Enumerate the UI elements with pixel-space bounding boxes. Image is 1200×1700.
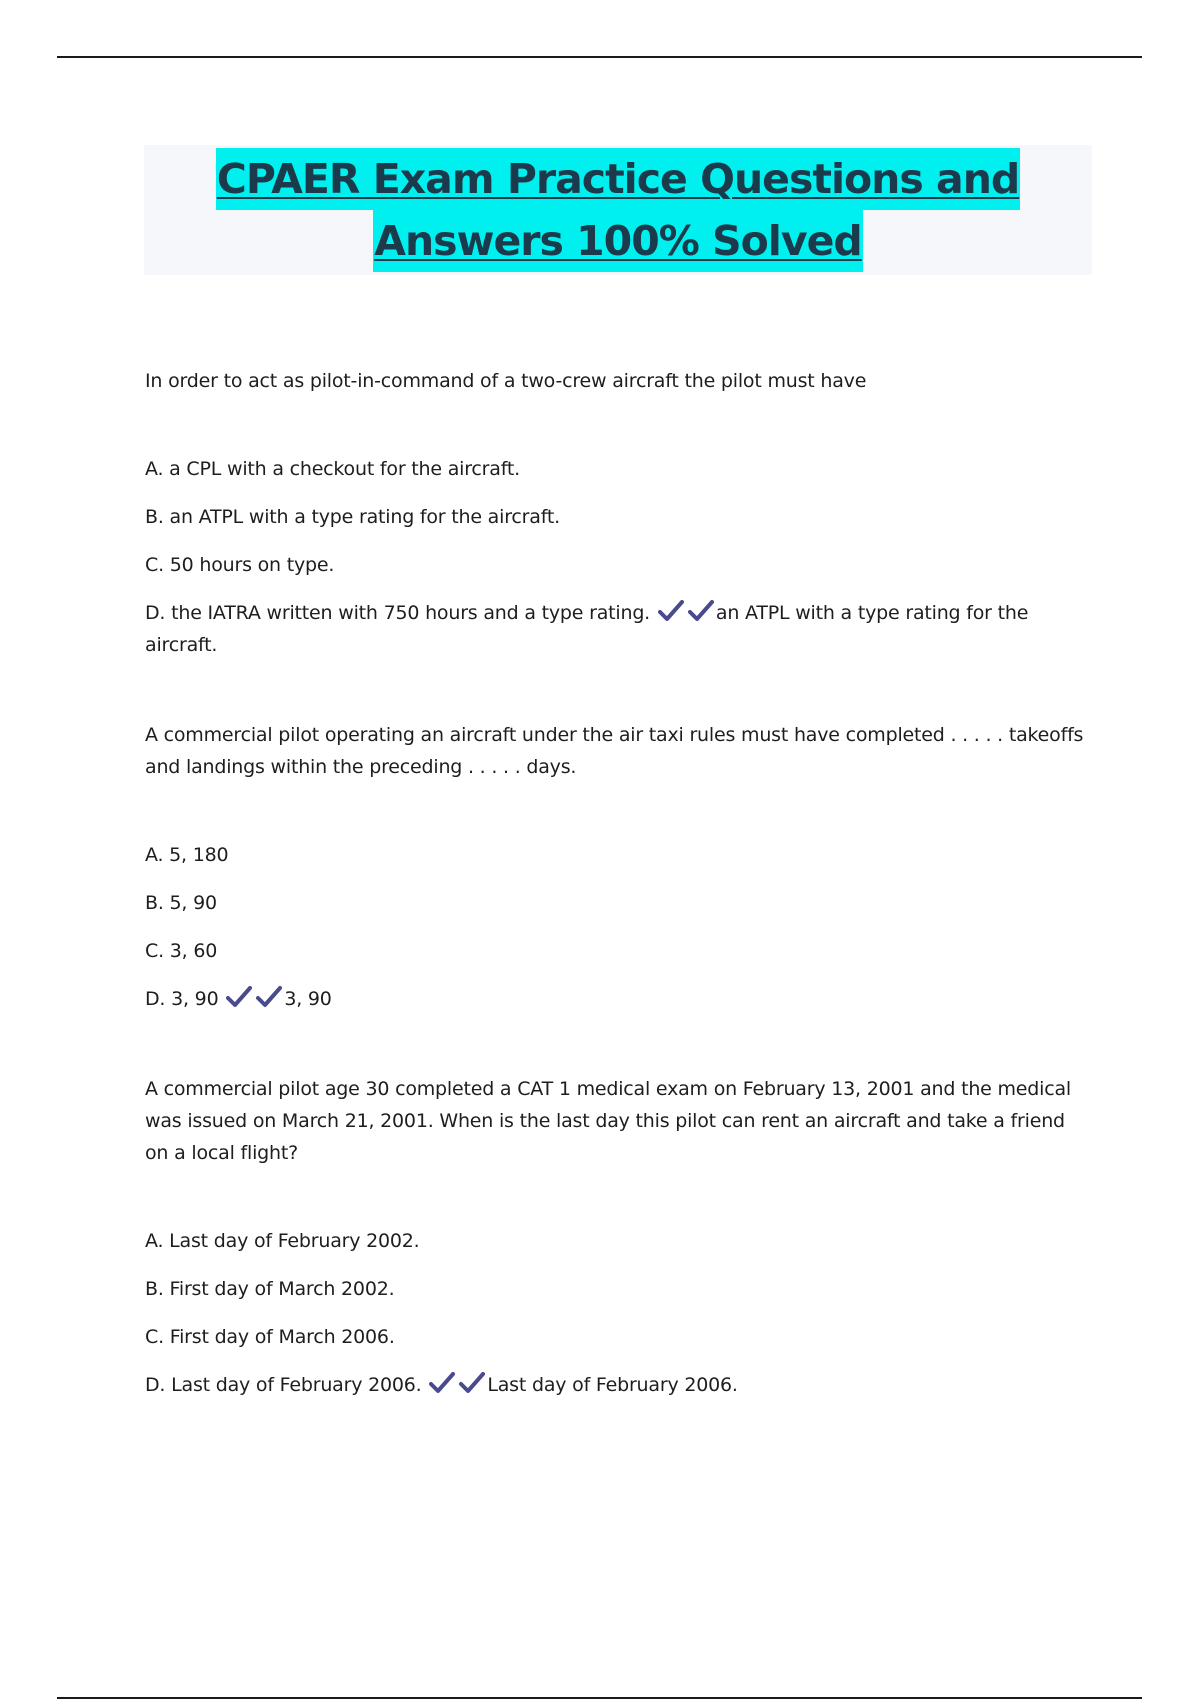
option-d-text: D. Last day of February 2006. xyxy=(145,1374,422,1396)
question-2-options xyxy=(145,839,1085,1015)
option-b: B. an ATPL with a type rating for the aircraft. xyxy=(145,506,560,528)
question-3-text: A commercial pilot age 30 completed a CAT 1 medical exam on February 13, 2001 and the medical was issued on March 21, 2001. When is the last day this pilot can rent an aircraft and take a friend on a local flight? xyxy=(145,1078,1072,1164)
option-c: C. 50 hours on type. xyxy=(145,554,335,576)
checkmark-icon xyxy=(256,986,282,1008)
question-3-options xyxy=(145,1225,1085,1401)
question-2-text: A commercial pilot operating an aircraft under the air taxi rules must have completed . . . . . takeoffs and landings within the preceding . . . . . days. xyxy=(145,724,1084,778)
answer-text: 3, 90 xyxy=(284,988,332,1010)
option-c: C. First day of March 2006. xyxy=(145,1326,395,1348)
question-3 xyxy=(145,1073,1085,1401)
title-line-1: CPAER Exam Practice Questions and xyxy=(216,148,1021,210)
option-a: A. 5, 180 xyxy=(145,844,229,866)
question-2 xyxy=(145,719,1085,1015)
question-list xyxy=(145,365,1085,1417)
option-a: A. a CPL with a checkout for the aircraft. xyxy=(145,458,520,480)
title-banner xyxy=(144,145,1092,275)
top-rule xyxy=(57,56,1142,58)
checkmark-icon xyxy=(226,986,252,1008)
question-1-options xyxy=(145,453,1085,661)
option-d xyxy=(145,983,1085,1015)
checkmark-icon xyxy=(658,600,684,622)
title-line-2: Answers 100% Solved xyxy=(373,210,862,272)
answer-text: Last day of February 2006. xyxy=(487,1374,738,1396)
option-d-text: D. the IATRA written with 750 hours and a type rating. xyxy=(145,602,651,624)
option-c: C. 3, 60 xyxy=(145,940,218,962)
option-d-text: D. 3, 90 xyxy=(145,988,219,1010)
option-a: A. Last day of February 2002. xyxy=(145,1230,420,1252)
checkmark-icon xyxy=(429,1372,455,1394)
question-1-text: In order to act as pilot-in-command of a two-crew aircraft the pilot must have xyxy=(145,370,867,392)
checkmark-icon xyxy=(688,600,714,622)
question-1 xyxy=(145,365,1085,661)
option-d xyxy=(145,597,1085,661)
option-b: B. 5, 90 xyxy=(145,892,217,914)
answer-text: an ATPL with a type rating for the aircraft. xyxy=(145,602,1029,656)
checkmark-icon xyxy=(459,1372,485,1394)
bottom-rule xyxy=(57,1697,1142,1699)
option-d xyxy=(145,1369,1085,1401)
option-b: B. First day of March 2002. xyxy=(145,1278,395,1300)
